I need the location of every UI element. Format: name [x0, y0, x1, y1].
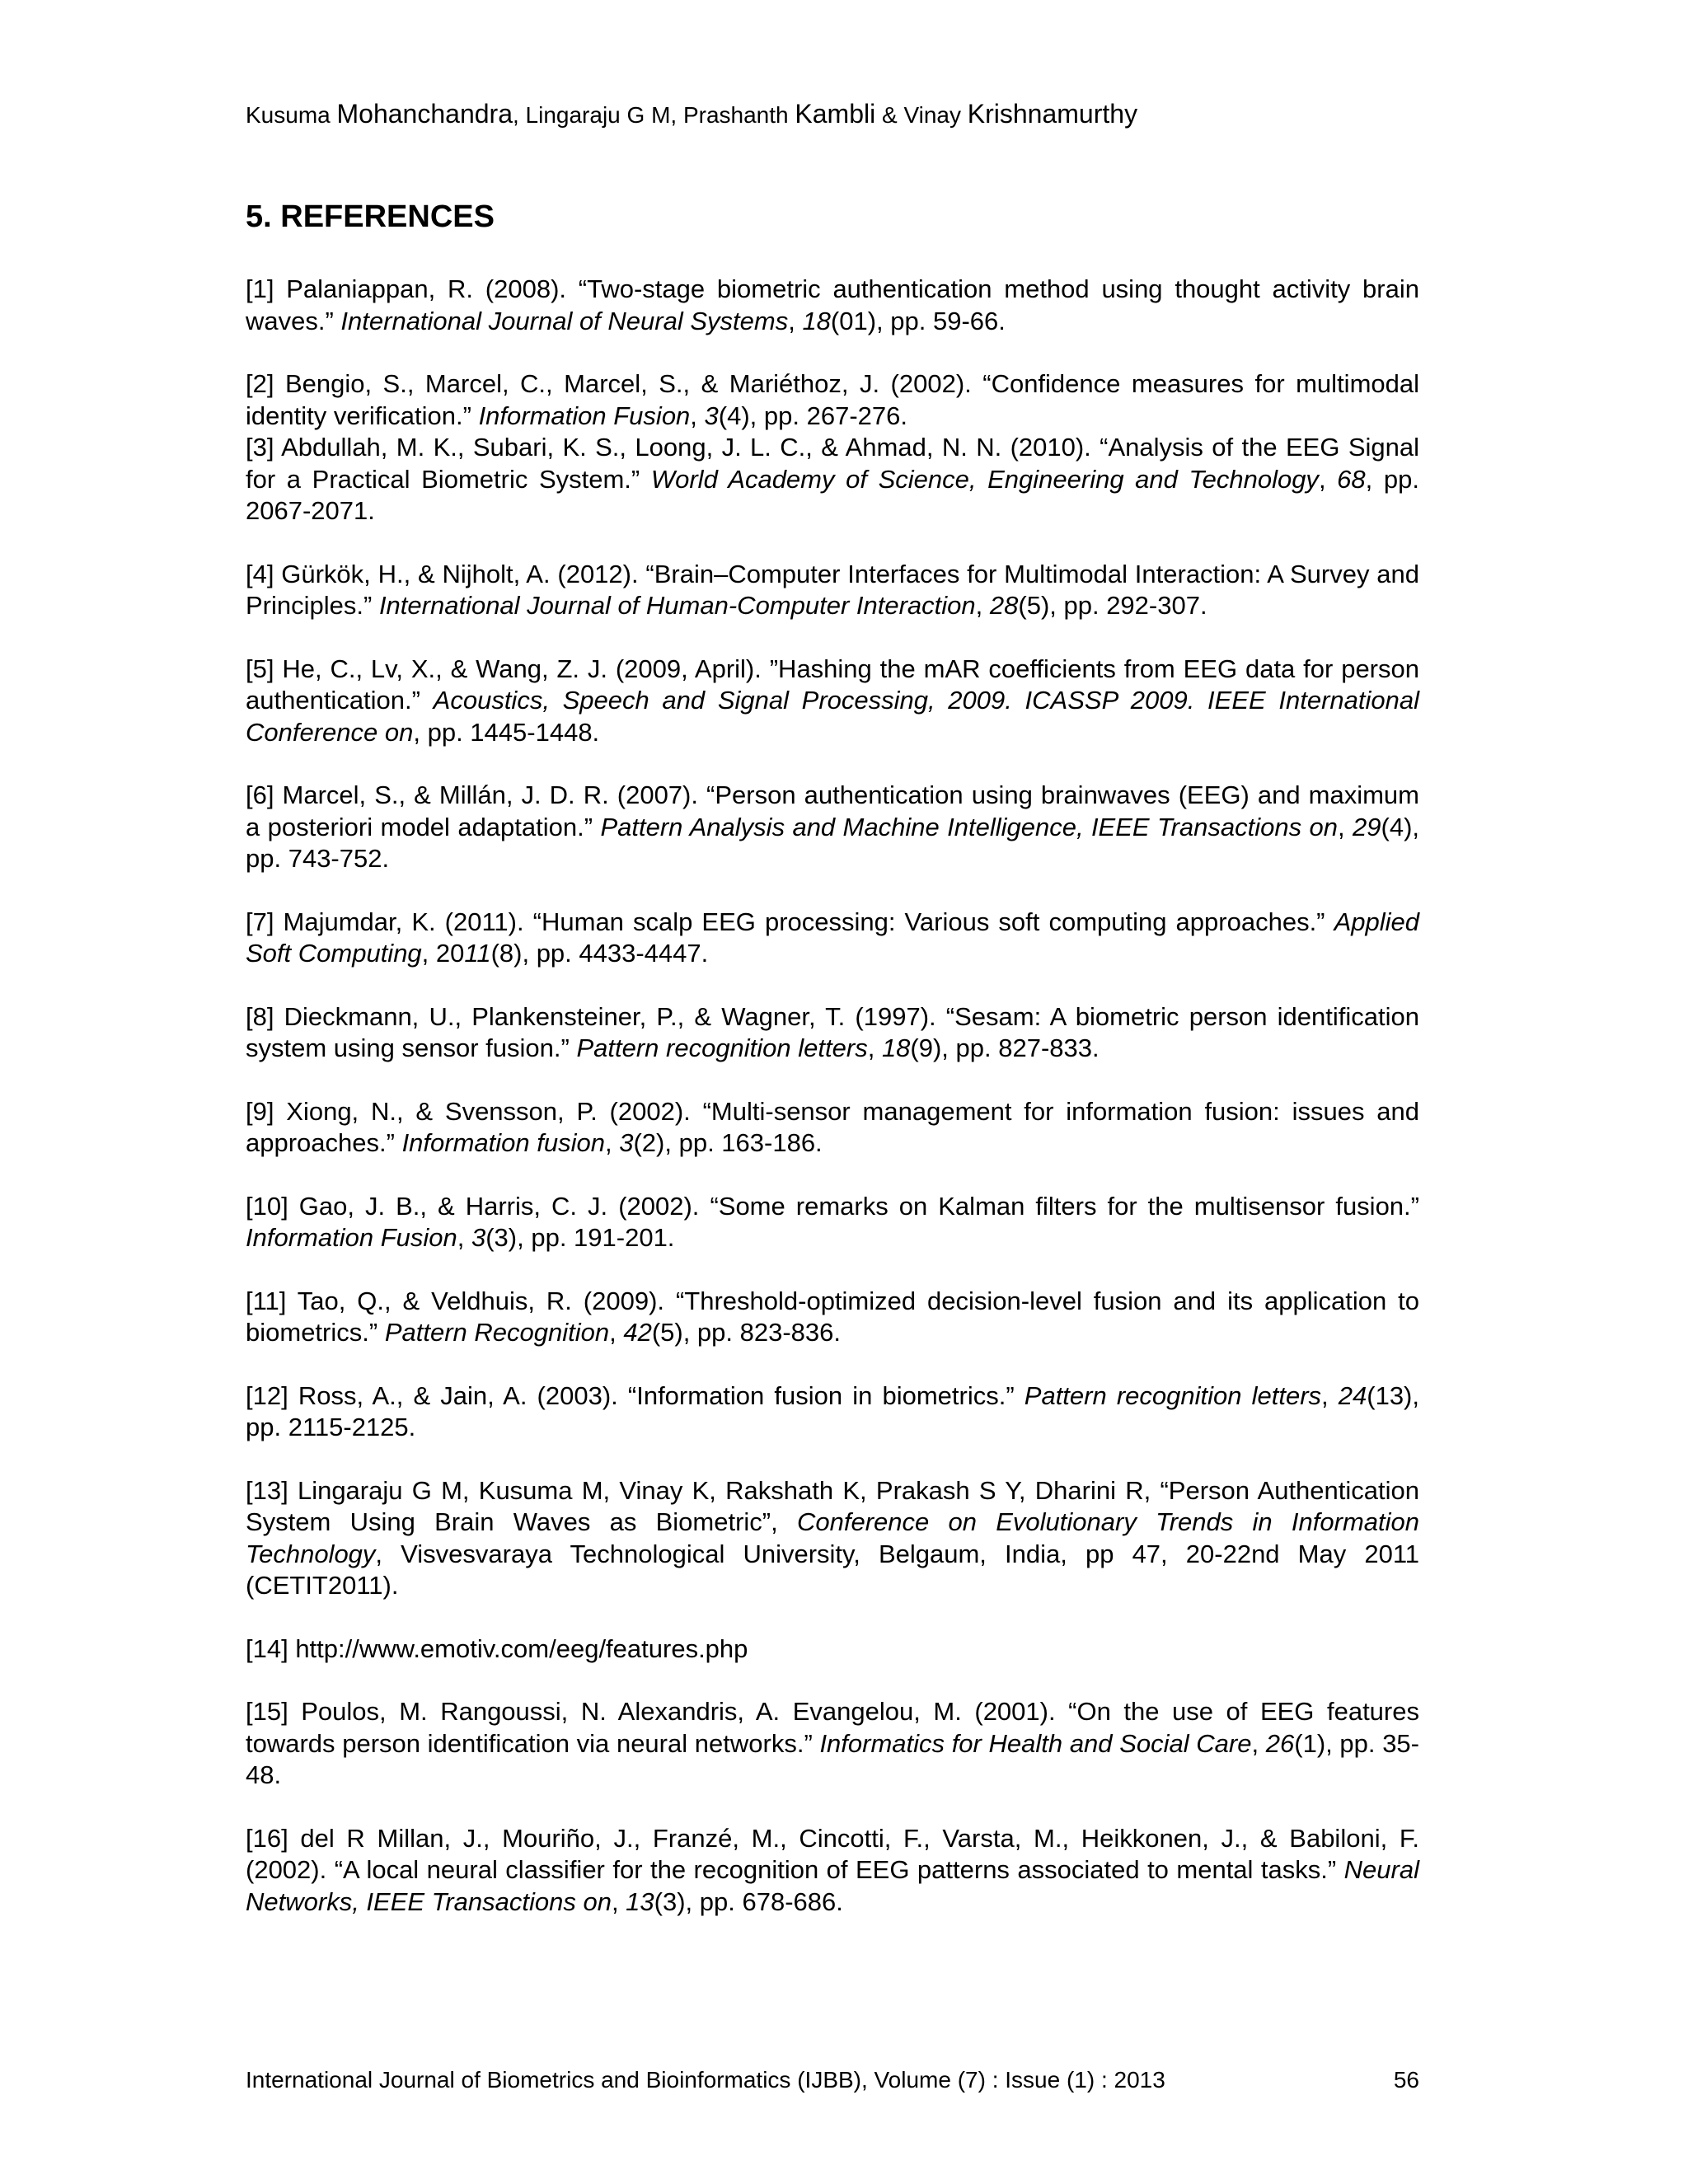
reference-text: , — [1321, 1380, 1339, 1410]
reference-italic-text: 3 — [619, 1128, 634, 1157]
reference-item — [246, 1001, 1419, 1065]
reference-text: [6] Marcel, S., & Millán, J. D. R. (2007). “Person authentication using brainwaves (EEG) and maximum a posteriori model adaptation.” — [246, 780, 1419, 841]
reference-text: [11] Tao, Q., & Veldhuis, R. (2009). “Threshold-optimized decision-level fusion and its application to biometrics.” — [246, 1286, 1419, 1347]
reference-text: , — [1318, 464, 1338, 494]
reference-item — [246, 1380, 1419, 1444]
running-header-part: Kusuma — [246, 102, 337, 128]
reference-text: , — [457, 1223, 471, 1252]
reference-item — [246, 780, 1419, 875]
reference-italic-text: Acoustics, Speech and Signal Processing, 2009. ICASSP 2009. IEEE International Conference on — [246, 686, 1419, 747]
reference-text: (3), pp. 678-686. — [654, 1886, 843, 1916]
reference-italic-text: World Academy of Science, Engineering and Technology — [650, 464, 1319, 494]
reference-italic-text: 13 — [626, 1886, 654, 1916]
running-header-authors — [246, 97, 1137, 132]
reference-italic-text: 42 — [623, 1318, 652, 1347]
reference-text: (9), pp. 827-833. — [910, 1033, 1100, 1062]
reference-text: [13] Lingaraju G M, Kusuma M, Vinay K, Rakshath K, Prakash S Y, Dharini R, “Person Authentication System Using Brain Waves as Biometric”, — [246, 1475, 1419, 1536]
reference-item — [246, 1191, 1419, 1254]
reference-text: [4] Gürkök, H., & Nijholt, A. (2012). “Brain–Computer Interfaces for Multimodal Interaction: A Survey and Principles.” — [246, 559, 1419, 620]
reference-italic-text: 18 — [802, 306, 831, 335]
reference-item — [246, 368, 1419, 432]
reference-item — [246, 907, 1419, 970]
reference-text: (01), pp. 59-66. — [830, 306, 1006, 335]
page-number: 56 — [1393, 2067, 1419, 2093]
reference-item — [246, 1096, 1419, 1160]
reference-italic-text: Pattern Analysis and Machine Intelligence, IEEE Transactions on — [600, 812, 1339, 841]
reference-text: , — [609, 1318, 624, 1347]
reference-italic-text: 11 — [464, 939, 491, 968]
running-header-part: Mohanchandra — [336, 99, 513, 129]
reference-item — [246, 1633, 1419, 1666]
reference-text: , pp. 2067-2071. — [246, 464, 1419, 525]
reference-text: , — [788, 306, 803, 335]
reference-item — [246, 1823, 1419, 1919]
reference-text: , — [867, 1033, 882, 1062]
reference-italic-text: 26 — [1265, 1728, 1295, 1758]
reference-text: [2] Bengio, S., Marcel, C., Marcel, S., & Mariéthoz, J. (2002). “Confidence measures for multimodal identity verification.” — [246, 369, 1419, 430]
reference-italic-text: Pattern recognition letters — [1024, 1380, 1322, 1410]
reference-italic-text: Neural Networks, IEEE Transactions on — [246, 1855, 1419, 1916]
running-header-part: & Vinay — [875, 102, 968, 128]
reference-italic-text: International Journal of Human-Computer Interaction — [378, 591, 976, 620]
reference-italic-text: 24 — [1338, 1380, 1367, 1410]
section-title: 5. REFERENCES — [246, 199, 495, 234]
reference-text: [5] He, C., Lv, X., & Wang, Z. J. (2009, April). ”Hashing the mAR coefficients from EEG data for person authentication.” — [246, 654, 1419, 715]
reference-text: [7] Majumdar, K. (2011). “Human scalp EEG processing: Various soft computing approaches.” — [246, 907, 1334, 936]
reference-text: (3), pp. 191-201. — [485, 1223, 675, 1252]
reference-text: , — [1338, 812, 1353, 841]
reference-item — [246, 654, 1419, 749]
reference-item — [246, 432, 1419, 527]
reference-text: [14] http://www.emotiv.com/eeg/features.php — [246, 1633, 748, 1663]
reference-italic-text: 68 — [1337, 464, 1366, 494]
reference-italic-text: 3 — [704, 401, 719, 430]
reference-text: (5), pp. 823-836. — [651, 1318, 842, 1347]
reference-item — [246, 1286, 1419, 1349]
reference-item — [246, 1475, 1419, 1602]
reference-italic-text: Conference on Evolutionary Trends in Information Technology — [246, 1507, 1419, 1568]
reference-italic-text: Pattern Recognition — [384, 1318, 610, 1347]
reference-italic-text: Pattern recognition letters — [576, 1033, 868, 1062]
reference-text: (4), pp. 267-276. — [718, 401, 907, 430]
reference-text: , Visvesvaraya Technological University, Belgaum, India, pp 47, 20-22nd May 2011 (CETIT2011). — [246, 1539, 1419, 1600]
reference-text: , — [690, 401, 705, 430]
running-header-part: Krishnamurthy — [967, 99, 1138, 129]
running-header-part: Kambli — [795, 99, 876, 129]
reference-text: , — [611, 1886, 626, 1916]
reference-text: , 20 — [421, 939, 465, 968]
reference-italic-text: 28 — [989, 591, 1019, 620]
reference-text: (4), pp. 743-752. — [246, 812, 1419, 873]
reference-item — [246, 274, 1419, 337]
reference-text: [3] Abdullah, M. K., Subari, K. S., Loong, J. L. C., & Ahmad, N. N. (2010). “Analysis of the EEG Signal for a Practical Biometric System.” — [246, 433, 1419, 494]
reference-text: (2), pp. 163-186. — [633, 1128, 823, 1157]
reference-list — [246, 274, 1419, 1949]
reference-italic-text: International Journal of Neural Systems — [340, 306, 789, 335]
reference-text: [8] Dieckmann, U., Plankensteiner, P., & Wagner, T. (1997). “Sesam: A biometric person identification system using sensor fusion.” — [246, 1001, 1419, 1062]
reference-text: [15] Poulos, M. Rangoussi, N. Alexandris, A. Evangelou, M. (2001). “On the use of EEG features towards person identification via neural networks.” — [246, 1697, 1419, 1758]
reference-text: , pp. 1445-1448. — [413, 717, 600, 747]
reference-item — [246, 559, 1419, 622]
reference-italic-text: Information fusion — [401, 1128, 605, 1157]
reference-text: , — [604, 1128, 620, 1157]
reference-text: (1), pp. 35-48. — [246, 1728, 1419, 1789]
reference-italic-text: Information Fusion — [478, 401, 691, 430]
reference-text: (13), pp. 2115-2125. — [246, 1380, 1419, 1441]
reference-italic-text: 29 — [1353, 812, 1381, 841]
reference-text: [16] del R Millan, J., Mouriño, J., Franzé, M., Cincotti, F., Varsta, M., Heikkonen, J., & Babiloni, F. (2002). “A local neural classifier for the recognition of EEG patterns associated to mental tasks.” — [246, 1823, 1419, 1884]
reference-italic-text: 18 — [881, 1033, 911, 1062]
reference-text: [10] Gao, J. B., & Harris, C. J. (2002). “Some remarks on Kalman filters for the multisensor fusion.” — [246, 1191, 1419, 1221]
reference-italic-text: Information Fusion — [246, 1223, 457, 1252]
reference-text: (8), pp. 4433-4447. — [490, 939, 709, 968]
reference-text: , — [975, 591, 990, 620]
running-header-part: , Lingaraju G M, Prashanth — [512, 102, 795, 128]
reference-text: (5), pp. 292-307. — [1018, 591, 1207, 620]
footer-journal-info: International Journal of Biometrics and Bioinformatics (IJBB), Volume (7) : Issue (1) : 2013 — [246, 2067, 1165, 2093]
reference-text: [9] Xiong, N., & Svensson, P. (2002). “Multi-sensor management for information fusion: issues and approaches.” — [246, 1096, 1419, 1157]
reference-italic-text: Informatics for Health and Social Care — [819, 1728, 1252, 1758]
reference-text: [12] Ross, A., & Jain, A. (2003). “Information fusion in biometrics.” — [246, 1380, 1025, 1410]
reference-italic-text: Applied Soft Computing — [246, 907, 1419, 968]
reference-text: [1] Palaniappan, R. (2008). “Two-stage biometric authentication method using thought activity brain waves.” — [246, 274, 1419, 335]
reference-italic-text: 3 — [471, 1223, 486, 1252]
reference-text: , — [1251, 1728, 1266, 1758]
reference-item — [246, 1696, 1419, 1792]
